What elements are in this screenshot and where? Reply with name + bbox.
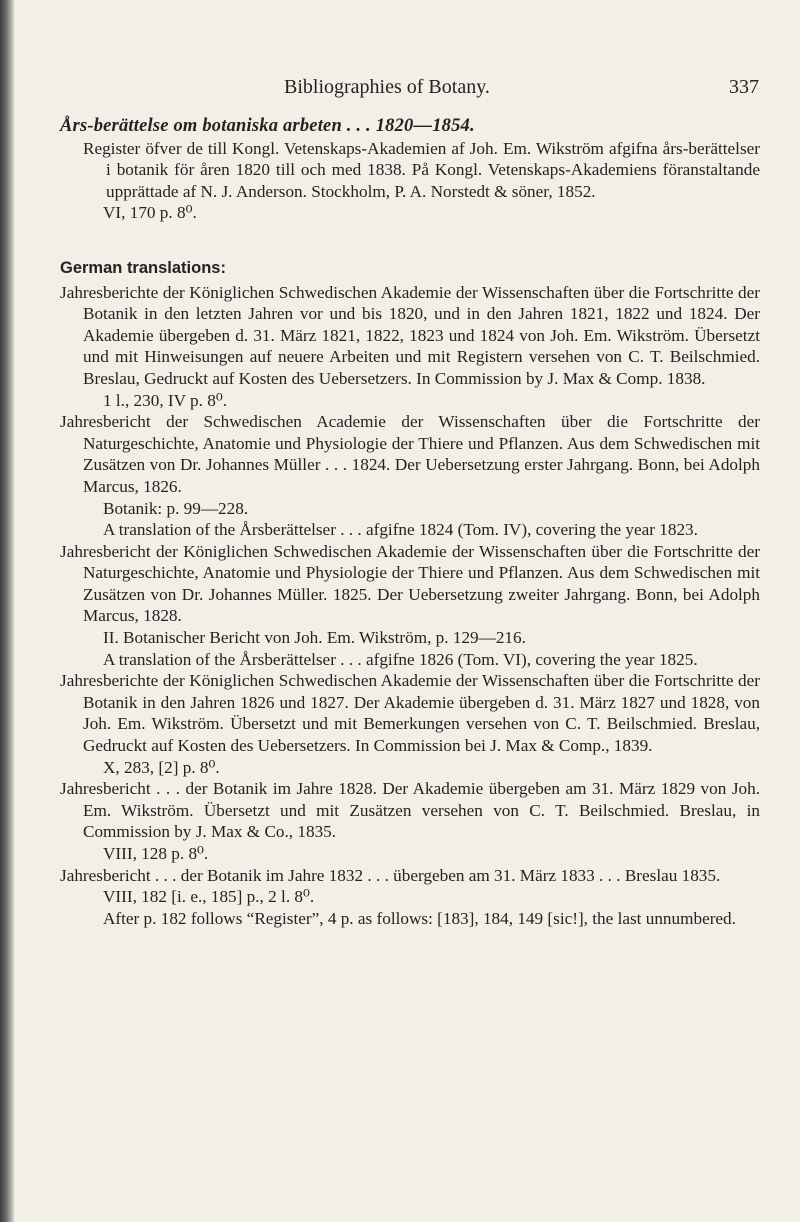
translation-note: 1 l., 230, IV p. 8⁰. — [103, 390, 228, 410]
translation-note: X, 283, [2] p. 8⁰. — [103, 757, 220, 777]
page-number: 337 — [729, 76, 759, 98]
page-gutter-shadow — [0, 0, 14, 1222]
translation-note: II. Botanischer Bericht von Joh. Em. Wikström, p. 129—216. — [103, 628, 526, 648]
translation-note: A translation of the Årsberättelser . . . afgifne 1826 (Tom. VI), covering the year 1825. — [103, 649, 698, 669]
translation-text: Jahresbericht . . . der Botanik im Jahre 1832 . . . übergeben am 31. März 1833 . . . Breslau 1835. — [60, 865, 721, 885]
entry-title: Års-berättelse om botaniska arbeten . . . 1820—1854. — [60, 116, 475, 136]
translation-text: Jahresbericht der Königlichen Schwedischen Akademie der Wissenschaften über die Fortschritte der Naturgeschichte, Anatomie und Physiologie der Thiere und Pflanzen. Aus dem Schwedischen mit Zusätzen von Dr. Johannes Müller. 1825. Der Uebersetzung zweiter Jahrgang. Bonn, bei Adolph Marcus, 1828. — [60, 541, 760, 626]
translation-text: Jahresbericht der Schwedischen Academie der Wissenschaften über die Fortschritte der Naturgeschichte, Anatomie und Physiologie der Thiere und Pflanzen. Aus dem Schwedischen mit Zusätzen von Dr. Johannes Müller . . . 1824. Der Uebersetzung erster Jahrgang. Bonn, bei Adolph Marcus, 1826. — [60, 412, 760, 496]
translation-item — [60, 282, 760, 412]
translation-note: VIII, 128 p. 8⁰. — [103, 844, 209, 863]
running-title: Bibliographies of Botany. — [284, 76, 490, 98]
translation-note: A translation of the Årsberättelser . . . afgifne 1824 (Tom. IV), covering the year 1823. — [103, 520, 698, 540]
translation-item — [60, 865, 760, 930]
translation-note: VIII, 182 [i. e., 185] p., 2 l. 8⁰. — [103, 887, 315, 907]
translation-item — [60, 778, 760, 864]
section-heading: German translations: — [60, 258, 226, 277]
translation-item — [60, 541, 760, 671]
translation-note: After p. 182 follows “Register”, 4 p. as follows: [183], 184, 149 [sic!], the last unnumbered. — [103, 908, 736, 928]
translation-item — [60, 411, 760, 541]
translation-note: Botanik: p. 99—228. — [103, 498, 249, 518]
page-body — [60, 116, 760, 929]
translation-text: Jahresbericht . . . der Botanik im Jahre 1828. Der Akademie übergeben am 31. März 1829 von Joh. Em. Wikström. Übersetzt und mit Zusätzen versehen von C. T. Beilschmied. Breslau, in Commission by J. Max & Co., 1835. — [60, 779, 760, 842]
translation-item — [60, 670, 760, 778]
entry-description: Register öfver de till Kongl. Vetenskaps-Akademien af Joh. Em. Wikström afgifna års-berättelser i botanik för åren 1820 till och med 1838. På Kongl. Vetenskaps-Akademiens föranstaltande upprättade af N. J. Anderson. Stockholm, P. A. Norstedt & söner, 1852. — [83, 138, 760, 201]
translation-text: Jahresberichte der Königlichen Schwedischen Akademie der Wissenschaften über die Fortschritte der Botanik in den Jahren 1826 und 1827. Der Akademie übergeben d. 31. März 1827 und 1828, von Joh. Em. Wikström. Übersetzt und mit Bemerkungen versehen von C. T. Beilschmied. Breslau, Gedruckt auf Kosten des Uebersetzers. In Commission bei J. Max & Comp., 1839. — [60, 671, 760, 756]
entry-collation: VI, 170 p. 8⁰. — [103, 203, 197, 223]
translation-text: Jahresberichte der Königlichen Schwedischen Akademie der Wissenschaften über die Fortschritte der Botanik in den letzten Jahren vor und bis 1820, und in den Jahren 1821, 1822 und 1824. Der Akademie übergeben d. 31. März 1821, 1822, 1823 und 1824 von Joh. Em. Wikström. Übersetzt und mit Hinweisungen auf neuere Arbeiten und mit Registern versehen von C. T. Beilschmied. Breslau, Gedruckt auf Kosten des Uebersetzers. In Commission by J. Max & Comp. 1838. — [60, 282, 760, 388]
running-head — [60, 76, 760, 104]
